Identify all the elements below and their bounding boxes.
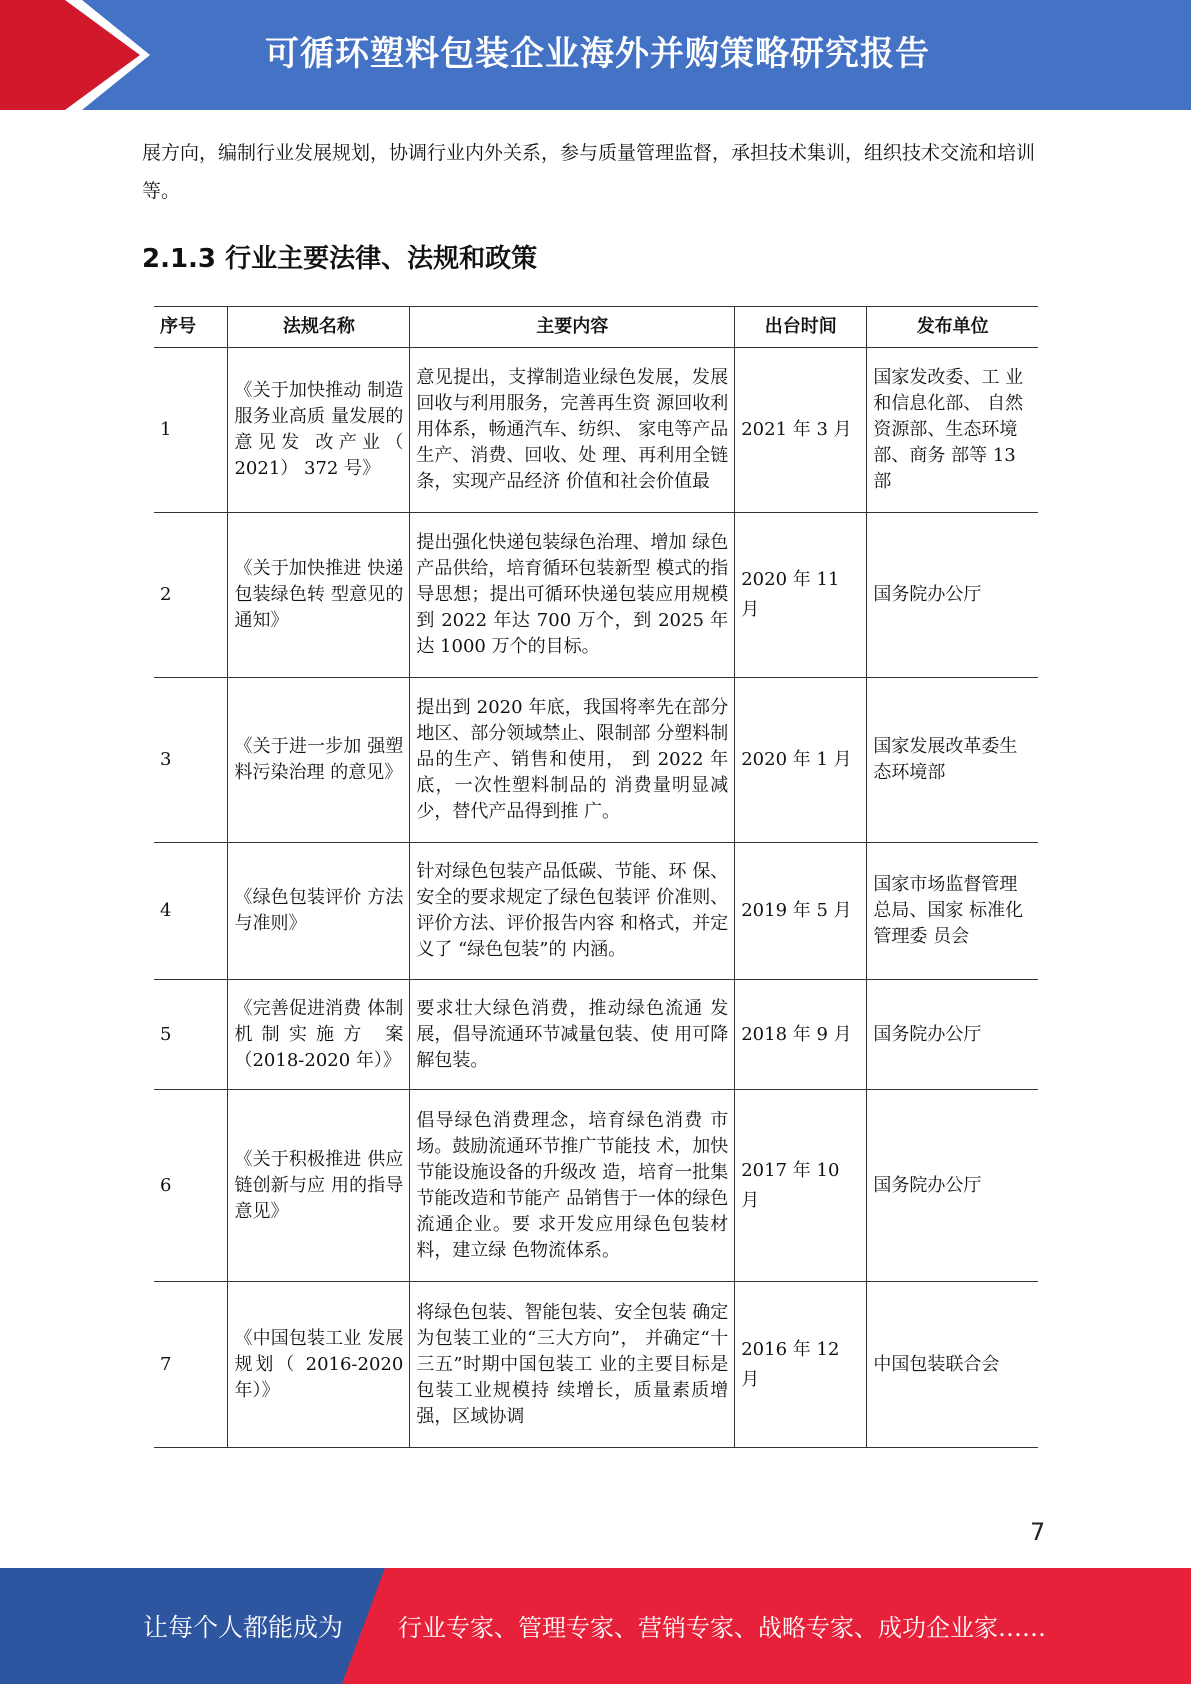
row-content: 将绿色包装、智能包装、安全包装 确定为包装工业的“三大方向”， 并确定“十三五”时期中国包装工 业的主要目标是包装工业规模持 续增长，质量素质增强，区域协调 [410,1282,735,1448]
row-unit: 中国包装联合会 [867,1282,1038,1448]
header-unit: 发布单位 [867,307,1038,348]
header-name: 法规名称 [228,307,410,348]
row-date: 2021 年 3 月 [735,348,867,513]
row-date: 2018 年 9 月 [735,980,867,1090]
table-row [154,678,1038,843]
footer-slogan-right: 行业专家、管理专家、营销专家、战略专家、成功企业家…… [398,1614,1046,1642]
row-unit: 国家发改委、工 业和信息化部、 自然资源部、生态环境部、商务 部等 13 部 [867,348,1038,513]
laws-table [154,306,1038,1448]
table-row [154,980,1038,1090]
page-number: 7 [1030,1518,1046,1546]
row-no: 5 [154,980,228,1090]
row-date: 2017 年 10 月 [735,1090,867,1282]
row-unit: 国务院办公厅 [867,1090,1038,1282]
row-name: 《关于加快推进 快递包装绿色转 型意见的通知》 [228,513,410,678]
footer-slogan-left: 让每个人都能成为 [143,1613,344,1642]
table-row [154,348,1038,513]
table-row [154,1090,1038,1282]
header-no: 序号 [154,307,228,348]
intro-paragraph: 展方向，编制行业发展规划，协调行业内外关系，参与质量管理监督，承担技术集训，组织技术交流和培训等。 [142,142,1036,202]
row-name: 《关于进一步加 强塑料污染治理 的意见》 [228,678,410,843]
row-name: 《绿色包装评价 方法与准则》 [228,843,410,980]
row-unit: 国家发展改革委生态环境部 [867,678,1038,843]
table-row [154,513,1038,678]
row-name: 《完善促进消费 体制机制实施方 案（2018-2020 年）》 [228,980,410,1090]
row-no: 2 [154,513,228,678]
row-no: 4 [154,843,228,980]
row-name: 《中国包装工业 发展规划（ 2016-2020 年）》 [228,1282,410,1448]
row-unit: 国务院办公厅 [867,980,1038,1090]
row-name: 《关于加快推动 制造服务业高质 量发展的意见发 改产业（ 2021） 372 号》 [228,348,410,513]
row-no: 6 [154,1090,228,1282]
row-no: 7 [154,1282,228,1448]
row-content: 提出强化快递包装绿色治理、增加 绿色产品供给，培育循环包装新型 模式的指导思想；提出可循环快递包装应用规模到 2022 年达 700 万个，到 2025 年达 1000 万个的目标。 [410,513,735,678]
row-no: 3 [154,678,228,843]
row-date: 2020 年 11 月 [735,513,867,678]
table-row [154,843,1038,980]
row-content: 提出到 2020 年底，我国将率先在部分地区、部分领域禁止、限制部 分塑料制品的生产、销售和使用， 到 2022 年底，一次性塑料制品的 消费量明显减少，替代产品得到推 广。 [410,678,735,843]
header-date: 出台时间 [735,307,867,348]
row-content: 倡导绿色消费理念，培育绿色消费 市场。鼓励流通环节推广节能技 术，加快节能设施设备的升级改 造，培育一批集节能改造和节能产 品销售于一体的绿色流通企业。要 求开发应用绿色包装材料，建立绿 色物流体系。 [410,1090,735,1282]
row-content: 意见提出，支撑制造业绿色发展，发展回收与利用服务，完善再生资 源回收利用体系，畅通汽车、纺织、 家电等产品生产、消费、回收、处 理、再利用全链条，实现产品经济 价值和社会价值最 [410,348,735,513]
table-header-row [154,307,1038,348]
row-content: 要求壮大绿色消费，推动绿色流通 发展，倡导流通环节减量包装、使 用可降解包装。 [410,980,735,1090]
row-unit: 国务院办公厅 [867,513,1038,678]
page-header [0,0,1191,110]
row-date: 2020 年 1 月 [735,678,867,843]
row-content: 针对绿色包装产品低碳、节能、环 保、安全的要求规定了绿色包装评 价准则、评价方法、评价报告内容 和格式，并定义了 “绿色包装”的 内涵。 [410,843,735,980]
row-no: 1 [154,348,228,513]
table-row [154,1282,1038,1448]
header-content: 主要内容 [410,307,735,348]
row-name: 《关于积极推进 供应链创新与应 用的指导意见》 [228,1090,410,1282]
row-date: 2019 年 5 月 [735,843,867,980]
report-title: 可循环塑料包装企业海外并购策略研究报告 [265,34,930,74]
row-date: 2016 年 12 月 [735,1282,867,1448]
section-heading: 2.1.3 行业主要法律、法规和政策 [142,244,538,274]
row-unit: 国家市场监督管理总局、国家 标准化管理委 员会 [867,843,1038,980]
page-footer [0,1568,1191,1684]
